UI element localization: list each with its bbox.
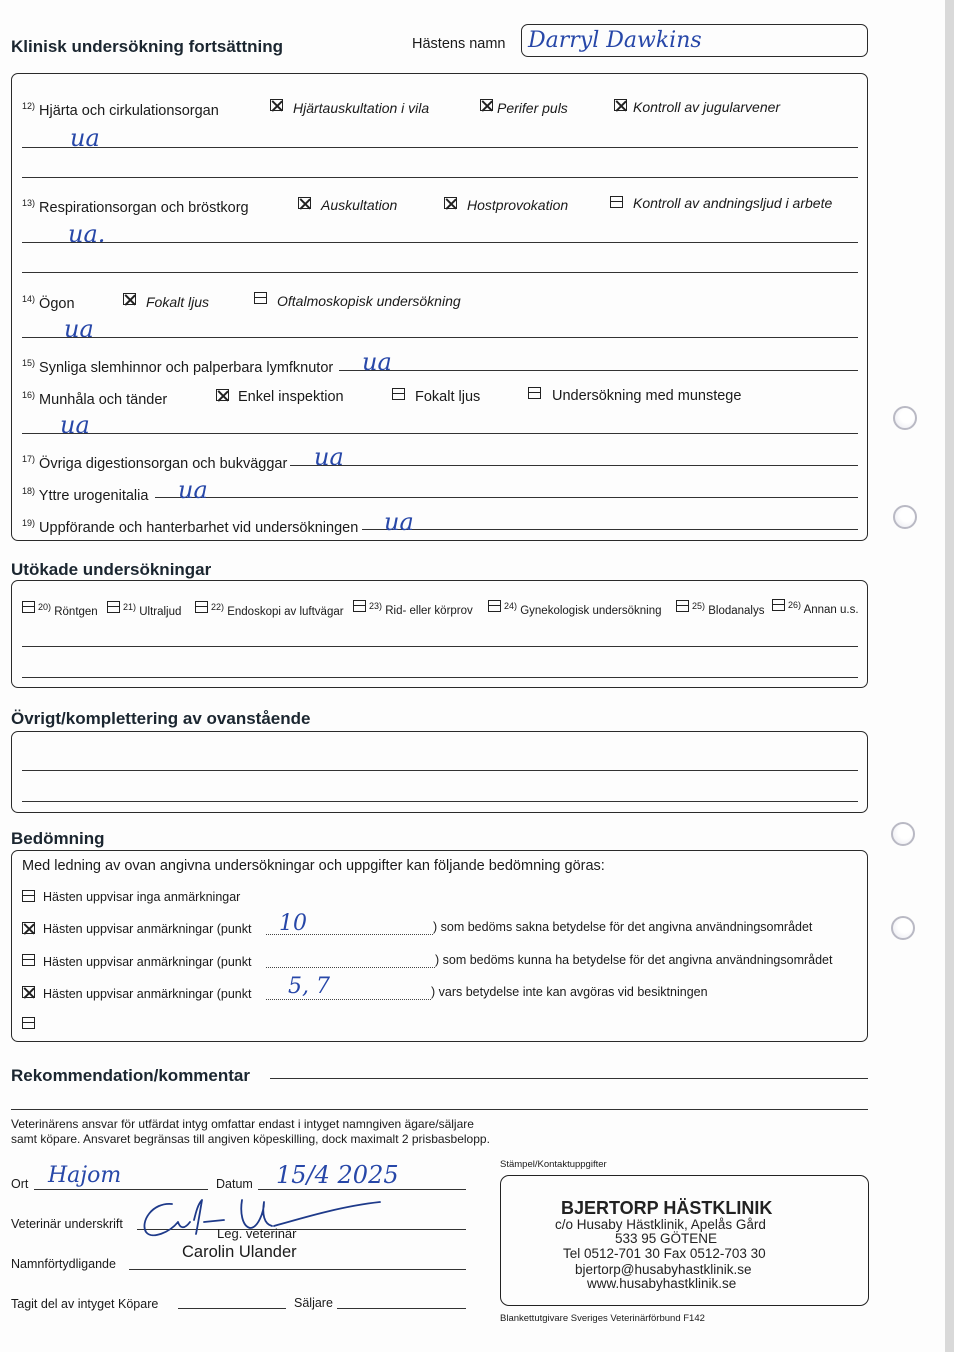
liability-line-2: samt köpare. Ansvaret begränsas till angiven köpeskilling, dock maximalt 2 prisbasbelopp. — [11, 1132, 490, 1146]
checkbox-extra[interactable] — [22, 1017, 35, 1029]
extended-item-gynekologisk: $^{24)}$ Gynekologisk undersökning — [504, 601, 662, 617]
name-clarification-value: Carolin Ulander — [182, 1243, 297, 1261]
extended-line-1 — [22, 646, 858, 647]
assessment-intro: Med ledning av ovan angivna undersökningar och uppgifter kan följande bedömning göras: — [22, 858, 605, 874]
section-17-line — [290, 465, 858, 466]
section-13-line-2 — [22, 272, 858, 273]
section-16-line — [22, 433, 858, 434]
extended-item-blodanalys: $^{25)}$ Blodanalys — [692, 601, 765, 617]
assessment-option-3-prefix: Hästen uppvisar anmärkningar (punkt — [43, 955, 252, 969]
assessment-option-2-value: 10 — [279, 911, 307, 936]
checkbox-hostprovokation[interactable] — [444, 197, 457, 209]
check-label-hjartauskultation: Hjärtauskultation i vila — [293, 100, 430, 116]
checkbox-fokalt-ljus-ogon[interactable] — [123, 293, 136, 305]
section-17-label: $^{17)}$ Övriga digestionsorgan och bukväggar — [22, 454, 288, 472]
check-label-fokalt-ljus-mun: Fokalt ljus — [415, 389, 481, 405]
assessment-option-1: Hästen uppvisar inga anmärkningar — [43, 890, 241, 904]
extended-item-ultraljud: $^{21)}$ Ultraljud — [123, 602, 182, 618]
check-label-hostprovokation: Hostprovokation — [467, 197, 569, 213]
assessment-option-4-prefix: Hästen uppvisar anmärkningar (punkt — [43, 987, 252, 1001]
vet-signature-label: Veterinär underskrift — [11, 1217, 123, 1231]
section-12-value: ua — [70, 124, 100, 152]
other-line-2 — [22, 801, 858, 802]
checkbox-auskultation[interactable] — [298, 197, 311, 209]
buyer-label: Tagit del av intyget Köpare — [11, 1297, 159, 1311]
binder-hole-3 — [891, 822, 915, 846]
section-19-label: $^{19)}$ Uppförande och hanterbarhet vid undersökningen — [22, 518, 359, 536]
section-16-value: ua — [60, 411, 90, 439]
page-title: Klinisk undersökning fortsättning — [11, 37, 284, 56]
assessment-title: Bedömning — [11, 829, 105, 848]
check-label-fokalt-ljus-ogon: Fokalt ljus — [146, 294, 210, 310]
recommendation-title: Rekommendation/kommentar — [11, 1066, 250, 1085]
checkbox-gynekologisk[interactable] — [488, 600, 501, 612]
seller-label: Säljare — [294, 1296, 333, 1310]
extended-item-annan: $^{26)}$ Annan u.s. — [788, 600, 859, 616]
checkbox-annan[interactable] — [772, 599, 785, 611]
leg-vet-label: Leg. veterinär — [217, 1226, 297, 1241]
section-15-line — [339, 370, 858, 371]
assessment-option-2-suffix: ) som bedöms sakna betydelse för det angivna användningsområdet — [433, 920, 813, 934]
extended-item-endoskopi: $^{22)}$ Endoskopi av luftvägar — [211, 602, 344, 618]
extended-title: Utökade undersökningar — [11, 560, 212, 579]
section-15-label: $^{15)}$ Synliga slemhinnor och palperbara lymfknutor — [22, 358, 334, 376]
checkbox-rontgen[interactable] — [22, 601, 35, 613]
checkbox-perifer-puls[interactable] — [480, 99, 493, 111]
checkbox-oftalmoskopisk[interactable] — [254, 292, 267, 304]
recommendation-line-2 — [11, 1109, 868, 1110]
stamp-website: www.husabyhastklinik.se — [587, 1276, 737, 1291]
checkbox-fokalt-ljus-mun[interactable] — [392, 388, 405, 400]
binder-hole-1 — [893, 406, 917, 430]
name-clarification-line — [129, 1269, 466, 1270]
section-13-label: $^{13)}$ Respirationsorgan och bröstkorg — [22, 198, 249, 216]
stamp-address-2: 533 95 GÖTENE — [615, 1231, 718, 1246]
check-label-auskultation: Auskultation — [321, 197, 398, 213]
check-label-jugularvener: Kontroll av jugularvener — [633, 99, 781, 115]
checkbox-hjartauskultation[interactable] — [270, 99, 283, 111]
other-title: Övrigt/komplettering av ovanstående — [11, 709, 311, 728]
section-14-label: $^{14)}$ Ögon — [22, 294, 75, 312]
section-14-value: ua — [64, 315, 94, 343]
binder-hole-4 — [891, 916, 915, 940]
clinic-stamp-box — [500, 1175, 869, 1306]
buyer-line — [178, 1308, 286, 1309]
extended-box — [11, 580, 868, 688]
section-18-label: $^{18)}$ Yttre urogenitalia — [22, 486, 149, 504]
check-label-oftalmoskopisk: Oftalmoskopisk undersökning — [277, 293, 461, 309]
liability-line-1: Veterinärens ansvar för utfärdat intyg omfattar endast i intyget namngiven ägare/säljare — [11, 1117, 474, 1131]
assessment-option-3-dots — [266, 967, 435, 968]
extended-item-ridprov: $^{23)}$ Rid- eller körprov — [369, 601, 473, 617]
section-13-line-1 — [22, 242, 858, 243]
form-issuer: Blankettutgivare Sveriges Veterinärförbund F142 — [500, 1313, 705, 1324]
section-15-value: ua — [362, 348, 392, 376]
extended-item-rontgen: $^{20)}$ Röntgen — [38, 602, 98, 618]
checkbox-remarks-significance[interactable] — [22, 954, 35, 966]
section-12-line-2 — [22, 177, 858, 178]
assessment-option-4-dots — [266, 999, 431, 1000]
checkbox-remarks-undetermined[interactable] — [22, 986, 35, 998]
checkbox-no-remarks[interactable] — [22, 890, 35, 902]
stamp-label: Stämpel/Kontaktuppgifter — [500, 1159, 607, 1170]
checkbox-remarks-no-significance[interactable] — [22, 922, 35, 934]
section-18-value: ua — [178, 476, 208, 504]
section-14-line — [22, 337, 858, 338]
section-17-value: ua — [314, 443, 344, 471]
section-18-line — [155, 497, 858, 498]
assessment-option-3-suffix: ) som bedöms kunna ha betydelse för det angivna användningsområdet — [435, 953, 833, 967]
date-value: 15/4 2025 — [276, 1161, 399, 1189]
horse-name-label: Hästens namn — [412, 36, 506, 52]
assessment-option-4-suffix: ) vars betydelse inte kan avgöras vid besiktningen — [431, 985, 708, 999]
checkbox-jugularvener[interactable] — [614, 99, 627, 111]
checkbox-andningsljud[interactable] — [610, 196, 623, 208]
seller-line — [337, 1308, 466, 1309]
checkbox-enkel-inspektion[interactable] — [216, 389, 229, 401]
checkbox-endoskopi[interactable] — [195, 601, 208, 613]
place-value: Hajom — [48, 1163, 122, 1188]
stamp-phone: Tel 0512-701 30 Fax 0512-703 30 — [563, 1246, 766, 1261]
check-label-perifer-puls: Perifer puls — [497, 100, 568, 116]
checkbox-munstege[interactable] — [528, 387, 541, 399]
assessment-option-2-prefix: Hästen uppvisar anmärkningar (punkt — [43, 922, 252, 936]
section-19-value: ua — [384, 508, 414, 536]
checkbox-blodanalys[interactable] — [676, 600, 689, 612]
name-clarification-label: Namnförtydligande — [11, 1257, 116, 1271]
place-label: Ort — [11, 1177, 29, 1191]
section-16-label: $^{16)}$ Munhåla och tänder — [22, 390, 168, 408]
section-12-line-1 — [22, 147, 858, 148]
stamp-address-1: c/o Husaby Hästklinik, Apelås Gård — [555, 1217, 766, 1232]
section-12-label: $^{12)}$ Hjärta och cirkulationsorgan — [22, 101, 219, 119]
check-label-munstege: Undersökning med munstege — [552, 388, 742, 404]
horse-name-value: Darryl Dawkins — [528, 28, 702, 53]
date-label: Datum — [216, 1177, 253, 1191]
other-line-1 — [22, 770, 858, 771]
recommendation-line-1 — [270, 1078, 868, 1079]
assessment-option-4-value: 5, 7 — [288, 974, 330, 999]
binder-hole-2 — [893, 505, 917, 529]
stamp-email: bjertorp@husabyhastklinik.se — [575, 1262, 752, 1277]
assessment-box — [11, 850, 868, 1042]
date-line — [258, 1189, 466, 1190]
extended-line-2 — [22, 677, 858, 678]
page-edge — [945, 0, 954, 1352]
check-label-enkel-inspektion: Enkel inspektion — [238, 389, 344, 405]
place-line — [34, 1189, 208, 1190]
section-13-value: ua. — [68, 220, 106, 248]
checkbox-ridprov[interactable] — [353, 600, 366, 612]
check-label-andningsljud: Kontroll av andningsljud i arbete — [633, 195, 833, 211]
stamp-clinic-name: BJERTORP HÄSTKLINIK — [561, 1198, 773, 1218]
checkbox-ultraljud[interactable] — [107, 601, 120, 613]
section-19-line — [362, 529, 858, 530]
